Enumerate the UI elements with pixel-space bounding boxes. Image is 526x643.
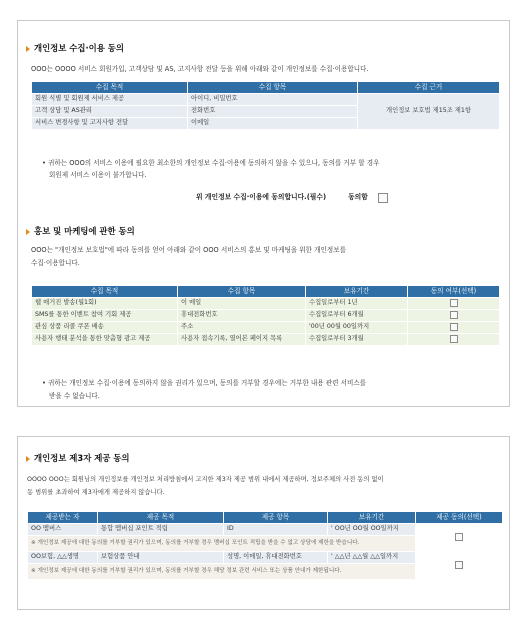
section1-title: 개인정보 수집·이용 동의 (34, 43, 124, 53)
arrow-icon (26, 229, 30, 235)
consent-checkbox[interactable] (450, 335, 458, 343)
item-cell: 이 메일 (178, 298, 306, 310)
consent-cell (408, 322, 500, 334)
section3-heading (26, 453, 129, 464)
table-row (28, 524, 503, 536)
consent-cell (408, 334, 500, 346)
consent-box-thirdparty (17, 436, 510, 610)
agree-text: 동의함 (348, 193, 368, 202)
section2-intro-cont: 수집·이용합니다. (31, 259, 80, 267)
section2-intro: OOO는 "개인정보 보호법"에 따라 동의를 얻어 아래와 같이 OOO 서비스의 홍보 및 마케팅을 위한 개인정보를 (31, 246, 346, 254)
purpose-cell: 고객 상담 및 AS관리 (32, 106, 188, 118)
item-cell: 성명, 이메일, 휴대전화번호 (224, 552, 328, 564)
table-header-row (32, 82, 500, 94)
purpose-cell: 사용자 행태 분석을 통한 맞춤형 광고 제공 (32, 334, 178, 346)
period-cell: ' △△년 △△월 △△일까지 (328, 552, 416, 564)
consent-checkbox[interactable] (450, 311, 458, 319)
consent-box-main (17, 20, 510, 407)
purpose-cell: 회원 식별 및 회원제 서비스 제공 (32, 94, 188, 106)
table-row (32, 298, 500, 310)
item-cell: 주소 (178, 322, 306, 334)
period-cell: 수집일로부터 1년 (306, 298, 408, 310)
section1-table (31, 81, 500, 130)
consent-checkbox[interactable] (455, 561, 463, 569)
consent-checkbox[interactable] (450, 323, 458, 331)
recipient-cell: OO 멤버스 (28, 524, 98, 536)
header-basis: 수집 근거 (358, 82, 500, 94)
section1-notice: • 귀하는 OOO의 서비스 이용에 필요한 최소한의 개인정보 수집·이용에 동의하지 않을 수 있으나, 동의를 거부 할 경우 (42, 159, 380, 167)
header-consent: 동의 여부(선택) (408, 286, 500, 298)
period-cell: 수집일로부터 6개월 (306, 310, 408, 322)
purpose-cell: 웹 매거진 발송(월1회) (32, 298, 178, 310)
recipient-cell: OO보험, △△생명 (28, 552, 98, 564)
section3-intro: OOOO OOO는 회원님의 개인정보를 개인정보 처리방침에서 고지한 제3자 제공 범위 내에서 제공하며, 정보주체의 사전 동의 없이 (27, 476, 384, 483)
header-purpose: 제공 목적 (98, 512, 224, 524)
section1-heading (26, 43, 124, 54)
section1-notice-cont: 회원제 서비스 이용이 불가합니다. (49, 171, 147, 179)
consent-cell (408, 298, 500, 310)
header-purpose: 수집 목적 (32, 82, 188, 94)
section1-intro: OOO는 OOOO 서비스 회원가입, 고객상담 및 AS, 고지사항 전달 등을 위해 아래와 같이 개인정보를 수집·이용합니다. (31, 65, 369, 73)
section2-heading (26, 226, 135, 237)
consent-cell (416, 552, 503, 580)
table-row (32, 322, 500, 334)
consent-checkbox[interactable] (455, 533, 463, 541)
header-period: 보유기간 (306, 286, 408, 298)
arrow-icon (26, 456, 30, 462)
purpose-cell: 통합 멤버십 포인트 적립 (98, 524, 224, 536)
agree-checkbox[interactable] (378, 193, 388, 203)
note-cell: ※ 개인정보 제공에 대한 동의를 거부할 권리가 있으며, 동의를 거부할 경우 멤버십 포인트 적립을 받을 수 없고 상담에 제한을 받습니다. (28, 536, 416, 552)
table-header-row (28, 512, 503, 524)
header-item: 제공 항목 (224, 512, 328, 524)
period-cell: ' OO년 OO월 OO일까지 (328, 524, 416, 536)
period-cell: '00년 00월 00일까지 (306, 322, 408, 334)
section2-notice: • 귀하는 개인정보 수집·이용에 동의하지 않을 권리가 있으며, 동의를 거부할 경우에는 거부한 내용 관련 서비스를 (42, 379, 367, 387)
table-row (32, 334, 500, 346)
basis-cell: 개인정보 보호법 제15조 제1항 (358, 94, 500, 130)
header-item: 수집 항목 (188, 82, 358, 94)
purpose-cell: 관심 상품 리콜 쿠폰 배송 (32, 322, 178, 334)
table-row (32, 94, 500, 106)
header-purpose: 수집 목적 (32, 286, 178, 298)
section3-intro-cont: 동 범위를 초과하여 제3자에게 제공하지 않습니다. (27, 489, 165, 496)
item-cell: 아이디, 비밀번호 (188, 94, 358, 106)
table-row (32, 310, 500, 322)
item-cell: 이메일 (188, 118, 358, 130)
purpose-cell: 서비스 변경사항 및 고지사항 전달 (32, 118, 188, 130)
consent-cell (416, 524, 503, 552)
purpose-cell: SMS를 통한 이벤트 참여 기회 제공 (32, 310, 178, 322)
note-cell: ※ 개인정보 제공에 대한 동의를 거부할 권리가 있으며, 동의를 거부할 경우 해당 정보 관련 서비스 또는 상품 안내가 제한됩니다. (28, 564, 416, 580)
purpose-cell: 보험상품 안내 (98, 552, 224, 564)
item-cell: 휴대전화번호 (178, 310, 306, 322)
section3-title: 개인정보 제3자 제공 동의 (34, 453, 130, 463)
item-cell: ID (224, 524, 328, 536)
consent-checkbox[interactable] (450, 299, 458, 307)
section2-notice-cont: 받을 수 없습니다. (49, 392, 100, 400)
table-header-row (32, 286, 500, 298)
header-recipient: 제공받는 자 (28, 512, 98, 524)
arrow-icon (26, 46, 30, 52)
section2-title: 홍보 및 마케팅에 관한 동의 (34, 226, 135, 236)
section1-agree-row (196, 193, 388, 203)
consent-cell (408, 310, 500, 322)
header-item: 수집 항목 (178, 286, 306, 298)
header-consent: 제공 동의(선택) (416, 512, 503, 524)
item-cell: 사용자 접속기록, 열어본 페이지 목록 (178, 334, 306, 346)
section3-table (27, 511, 503, 580)
section2-table (31, 285, 500, 346)
table-row (28, 552, 503, 564)
item-cell: 전화번호 (188, 106, 358, 118)
period-cell: 수집일로부터 3개월 (306, 334, 408, 346)
header-period: 보유기간 (328, 512, 416, 524)
agree-label: 위 개인정보 수집·이용에 동의합니다.(필수) (196, 193, 327, 202)
